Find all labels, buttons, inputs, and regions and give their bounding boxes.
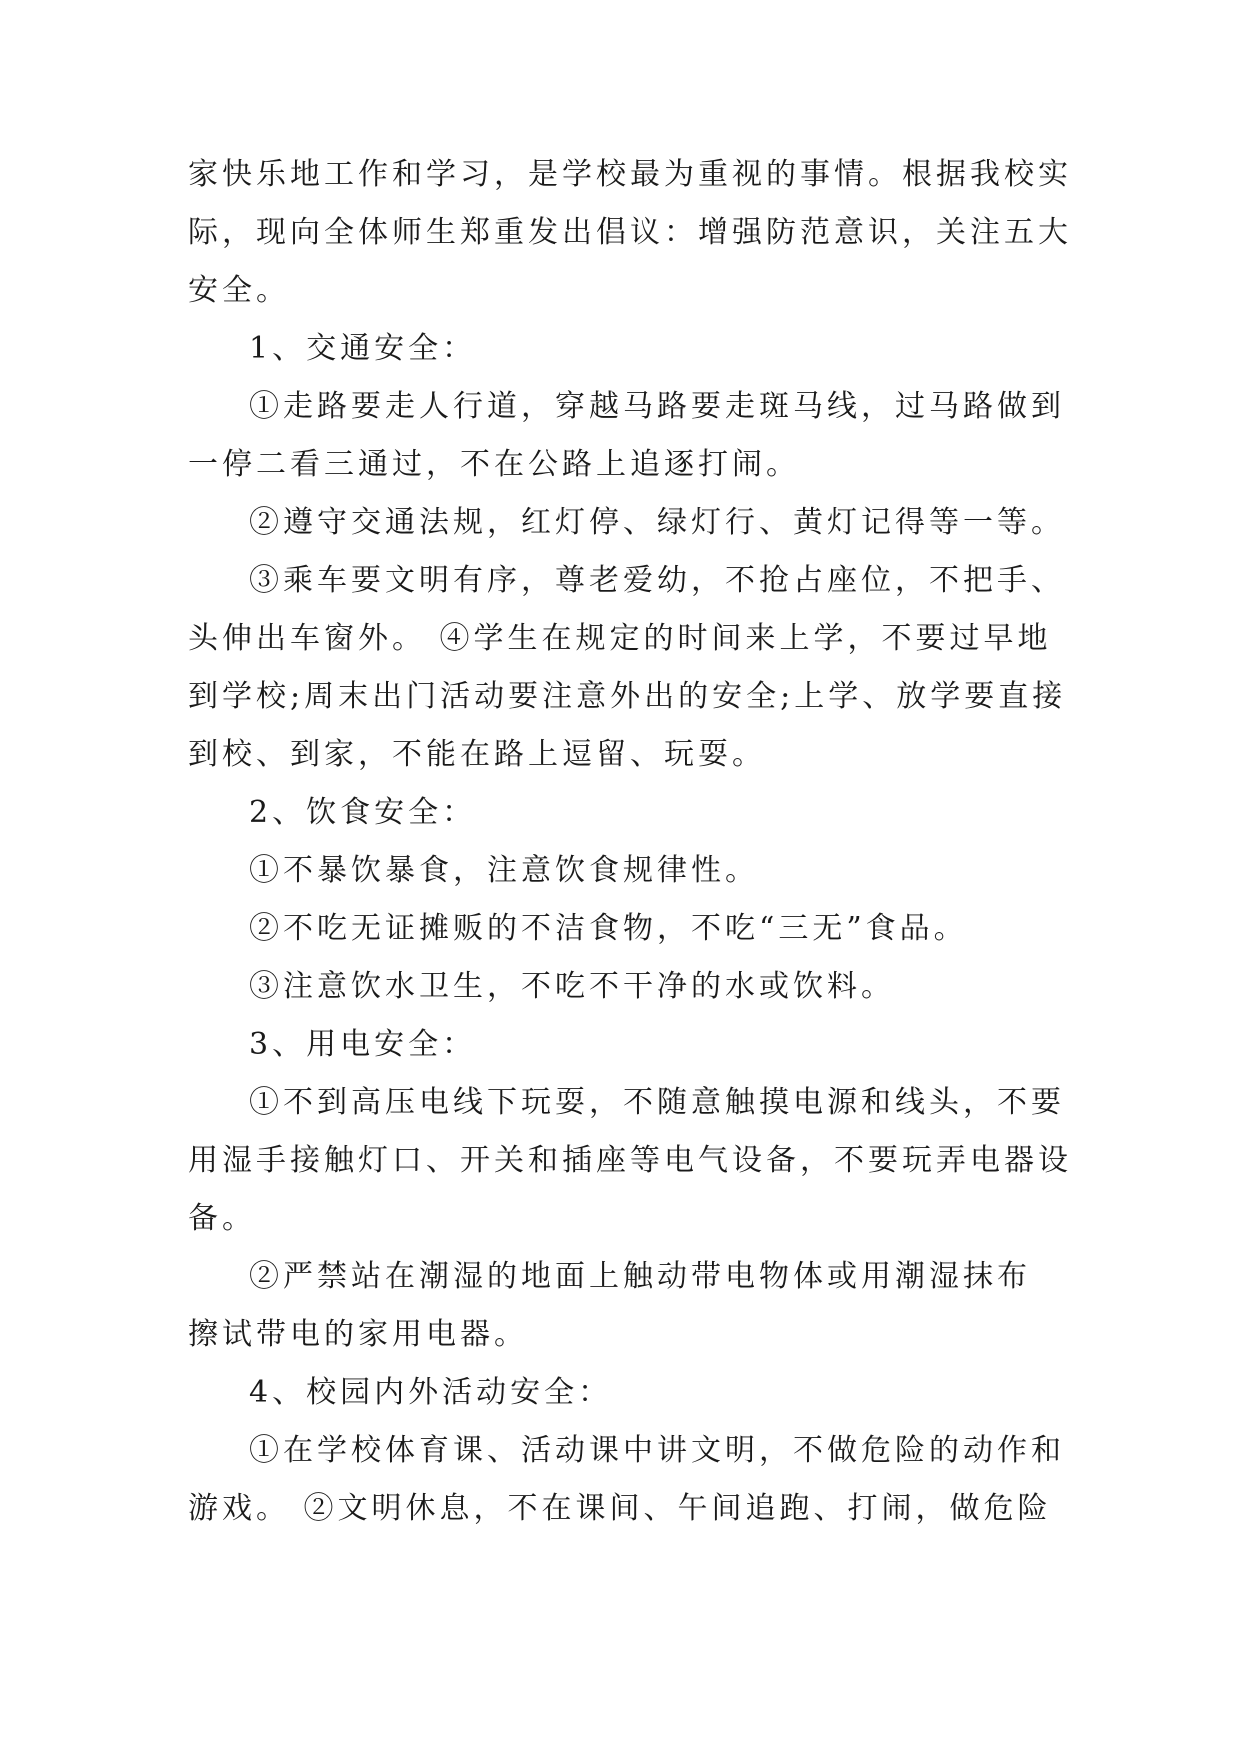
text-line: 擦试带电的家用电器。 bbox=[188, 1317, 528, 1352]
text-line: 安全。 bbox=[188, 273, 290, 308]
text-line: 际，现向全体师生郑重发出倡议：增强防范意识，关注五大 bbox=[188, 215, 1072, 250]
text-line: 备。 bbox=[188, 1201, 256, 1236]
text-line: 头伸出车窗外。 ④学生在规定的时间来上学，不要过早地 bbox=[188, 621, 1052, 656]
text-line: ①不暴饮暴食，注意饮食规律性。 bbox=[249, 853, 759, 888]
section-heading-food: 2、饮食安全： bbox=[249, 795, 477, 830]
document-body bbox=[188, 146, 1072, 1538]
text-line: 到学校;周末出门活动要注意外出的安全;上学、放学要直接 bbox=[188, 679, 1067, 714]
text-line: 家快乐地工作和学习，是学校最为重视的事情。根据我校实 bbox=[188, 157, 1072, 192]
text-line: ②不吃无证摊贩的不洁食物，不吃“三无”食品。 bbox=[249, 911, 968, 946]
text-line: 一停二看三通过，不在公路上追逐打闹。 bbox=[188, 447, 800, 482]
text-line: ③注意饮水卫生，不吃不干净的水或饮料。 bbox=[249, 969, 895, 1004]
text-line: ①在学校体育课、活动课中讲文明，不做危险的动作和 bbox=[249, 1433, 1065, 1468]
text-line: ①走路要走人行道，穿越马路要走斑马线，过马路做到 bbox=[249, 389, 1065, 424]
text-line: 到校、到家，不能在路上逗留、玩耍。 bbox=[188, 737, 766, 772]
text-line: ③乘车要文明有序，尊老爱幼，不抢占座位，不把手、 bbox=[249, 563, 1065, 598]
text-line: ②严禁站在潮湿的地面上触动带电物体或用潮湿抹布 bbox=[249, 1259, 1031, 1294]
text-line: 游戏。 ②文明休息，不在课间、午间追跑、打闹，做危险 bbox=[188, 1491, 1052, 1526]
section-heading-campus: 4、校园内外活动安全： bbox=[249, 1375, 613, 1410]
text-line: ①不到高压电线下玩耍，不随意触摸电源和线头，不要 bbox=[249, 1085, 1065, 1120]
text-line: 用湿手接触灯口、开关和插座等电气设备，不要玩弄电器设 bbox=[188, 1143, 1072, 1178]
text-line: ②遵守交通法规，红灯停、绿灯行、黄灯记得等一等。 bbox=[249, 505, 1065, 540]
section-heading-traffic: 1、交通安全： bbox=[249, 331, 477, 366]
section-heading-electricity: 3、用电安全： bbox=[249, 1027, 477, 1062]
